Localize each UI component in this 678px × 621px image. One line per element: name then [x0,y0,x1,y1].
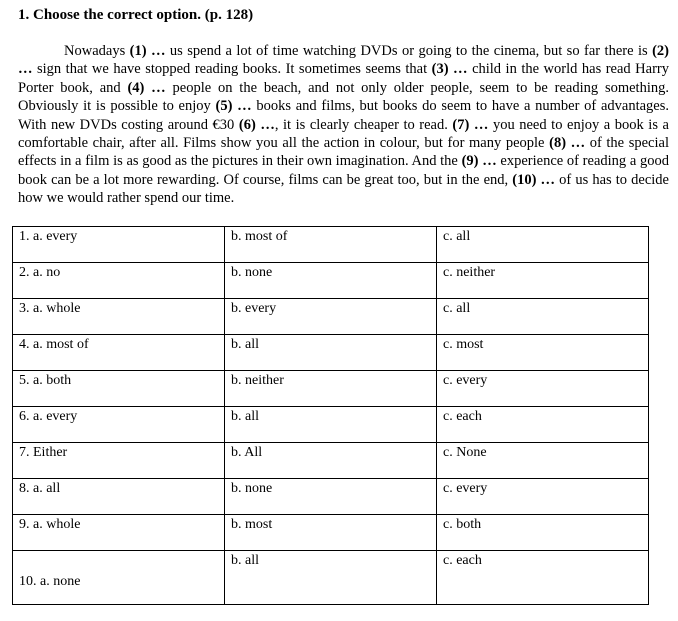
paragraph-text: you need to enjoy a book is a comfortable chair, after all. Films show you all the action in colour, but for many people [18,116,669,152]
paragraph-text: us spend a lot of time watching DVDs or going to the cinema, but so far there is [165,43,653,59]
option-cell: 8. a. all [13,479,225,515]
option-cell: c. most [437,335,649,371]
option-row [13,551,649,605]
paragraph-text: of the special effects in a film is as good as the pictures in their own imagination. And the [18,135,669,170]
option-cell: 10. a. none [13,551,225,605]
blank-marker: (9) … [461,153,497,170]
paragraph-text: Nowadays [64,43,130,59]
option-cell: b. none [225,479,437,515]
option-cell: c. neither [437,263,649,299]
option-cell: c. all [437,299,649,335]
option-cell: c. all [437,227,649,263]
blank-marker: (3) … [431,61,468,78]
option-cell: 1. a. every [13,227,225,263]
option-cell: 7. Either [13,443,225,479]
option-cell: 3. a. whole [13,299,225,335]
option-cell: b. most of [225,227,437,263]
option-row [13,299,649,335]
option-cell: 9. a. whole [13,515,225,551]
blank-marker: (8) … [549,135,586,152]
blank-marker: (4) … [127,79,166,96]
option-cell: c. each [437,407,649,443]
option-row [13,227,649,263]
blank-marker: (7) … [452,116,489,133]
paragraph-text: of us has to decide how we would rather spend our time. [18,171,669,207]
paragraph-text: experience of reading a good book can be a lot more rewarding. Of course, films can be great too, but in the end, [18,153,669,188]
option-cell: b. neither [225,371,437,407]
paragraph-text: , it is clearly cheaper to read. [274,116,453,133]
option-cell: b. all [225,551,437,605]
option-cell: 2. a. no [13,263,225,299]
blank-marker: (1) … [129,43,166,59]
option-cell: b. most [225,515,437,551]
option-row [13,371,649,407]
option-cell: b. none [225,263,437,299]
option-row [13,407,649,443]
option-row [13,479,649,515]
option-cell: 6. a. every [13,407,225,443]
blank-marker: (5) … [215,98,252,115]
option-row [13,443,649,479]
blank-marker: (10) … [512,171,556,188]
exercise-heading: 1. Choose the correct option. (p. 128) [18,7,254,23]
options-table [12,226,649,605]
paragraph-text: people on the beach, and not only older people, seem to be reading something. Obviously it is possible to enjoy [18,79,669,115]
option-cell: c. every [437,371,649,407]
paragraph-text: child in the world has read Harry Porter book, and [18,61,669,96]
option-row [13,515,649,551]
option-cell: b. All [225,443,437,479]
option-cell: b. all [225,335,437,371]
option-cell: c. None [437,443,649,479]
exercise-paragraph [18,42,669,225]
option-row [13,263,649,299]
option-cell: c. each [437,551,649,605]
blank-marker: (6) … [238,116,275,133]
option-cell: b. all [225,407,437,443]
option-cell: 4. a. most of [13,335,225,371]
option-cell: 5. a. both [13,371,225,407]
option-cell: c. every [437,479,649,515]
option-cell: c. both [437,515,649,551]
paragraph-text: sign that we have stopped reading books. It sometimes seems that [32,61,432,78]
option-cell: b. every [225,299,437,335]
blank-marker: (2) … [18,43,669,78]
paragraph-text: books and films, but books do seem to have a number of advantages. With new DVDs costing around €30 [18,98,669,133]
option-row [13,335,649,371]
